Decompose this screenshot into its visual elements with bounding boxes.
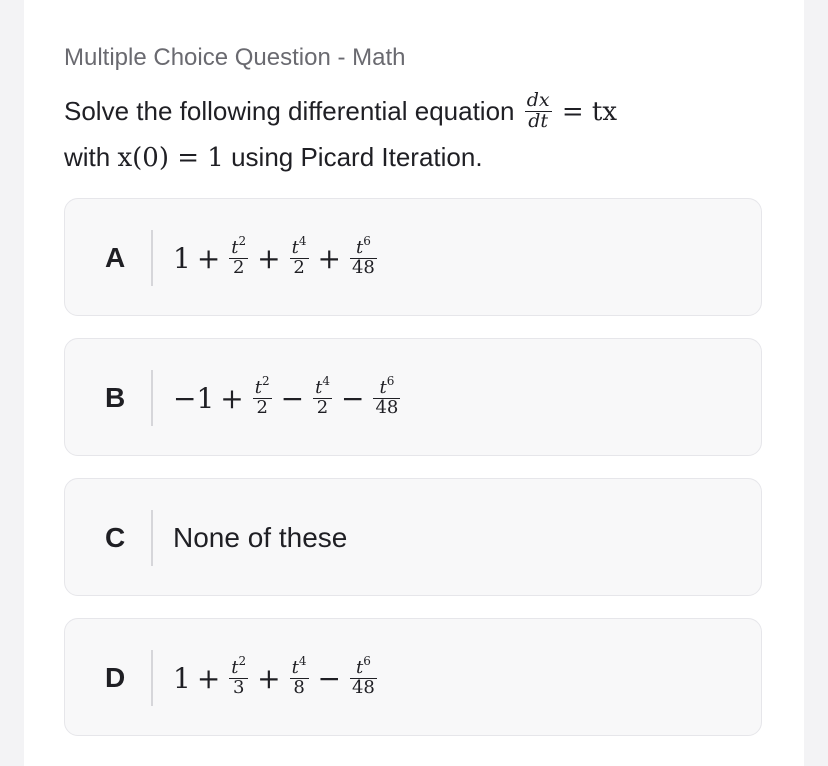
fraction-denominator: 2 — [293, 256, 305, 278]
fraction-denominator: 2 — [233, 256, 245, 278]
fraction-denominator: 2 — [256, 396, 268, 418]
variable-t: t — [356, 236, 364, 258]
exponent: 2 — [238, 653, 247, 668]
variable-t: t — [379, 376, 387, 398]
option-expression — [173, 199, 380, 317]
variable-t: t — [231, 656, 239, 678]
option-text: None of these — [173, 522, 348, 553]
exponent: 6 — [363, 233, 371, 248]
fraction-numerator — [290, 235, 309, 259]
variable-t: t — [291, 656, 299, 678]
exponent: 4 — [298, 233, 307, 248]
expression-operator: + — [196, 661, 221, 695]
fraction-numerator — [290, 655, 309, 679]
expression-operator: + — [257, 661, 281, 695]
expression-operator: + — [317, 241, 341, 275]
initial-condition: x(0) = 1 — [117, 143, 224, 173]
question-line-2 — [64, 134, 764, 180]
equation-rhs: = tx — [561, 97, 618, 127]
fraction-numerator — [253, 375, 272, 399]
exponent: 2 — [238, 233, 247, 248]
question-text — [64, 88, 764, 180]
expression-constant: −1 — [173, 381, 215, 415]
fraction-numerator — [229, 235, 248, 259]
variable-t: t — [254, 376, 262, 398]
option-d[interactable] — [64, 618, 762, 736]
expression-fraction — [290, 235, 309, 278]
question-line-1 — [64, 88, 764, 134]
fraction-denominator: 48 — [375, 396, 399, 418]
option-letter: C — [105, 522, 126, 553]
option-b[interactable] — [64, 338, 762, 456]
fraction-numerator — [229, 655, 248, 679]
exponent: 4 — [322, 373, 330, 388]
fraction-numerator — [313, 375, 332, 399]
variable-t: t — [315, 376, 323, 398]
exponent: 2 — [261, 373, 270, 388]
expression-operator: − — [317, 661, 341, 695]
option-expression — [173, 619, 380, 737]
question-suffix: using Picard Iteration. — [231, 142, 483, 172]
question-with: with — [64, 142, 111, 172]
expression-fraction — [253, 375, 272, 418]
option-letter: D — [105, 662, 126, 693]
exponent: 6 — [386, 373, 395, 388]
expression-operator: − — [280, 381, 305, 415]
option-expression — [173, 339, 403, 457]
option-divider — [151, 510, 153, 566]
fraction-denominator: 48 — [351, 676, 375, 698]
question-card — [24, 0, 804, 766]
expression-constant: 1 — [173, 661, 191, 695]
expression-fraction — [350, 235, 377, 278]
expression-operator: − — [340, 381, 365, 415]
fraction-numerator — [350, 235, 377, 259]
option-letter: A — [105, 242, 126, 273]
fraction-numerator — [373, 375, 400, 399]
option-divider — [151, 230, 153, 286]
variable-t: t — [356, 656, 364, 678]
option-a[interactable] — [64, 198, 762, 316]
expression-fraction — [229, 235, 248, 278]
expression-fraction — [373, 375, 400, 418]
fraction-denominator: 3 — [233, 676, 245, 698]
variable-t: t — [231, 236, 239, 258]
expression-fraction — [313, 375, 332, 418]
variable-t: t — [291, 236, 299, 258]
expression-operator: + — [196, 241, 221, 275]
question-category: Multiple Choice Question - Math — [64, 44, 406, 71]
fraction-denominator: 2 — [316, 396, 329, 418]
expression-operator: + — [257, 241, 281, 275]
derivative-numerator: dx — [526, 88, 550, 111]
fraction-numerator — [350, 655, 377, 679]
exponent: 6 — [363, 653, 371, 668]
question-prefix: Solve the following differential equation — [64, 96, 515, 126]
derivative-fraction — [525, 88, 552, 132]
expression-fraction — [229, 655, 248, 698]
option-c[interactable] — [64, 478, 762, 596]
expression-fraction — [290, 655, 309, 698]
option-letter: B — [105, 382, 126, 413]
exponent: 4 — [298, 653, 307, 668]
fraction-denominator: 8 — [293, 676, 305, 698]
expression-constant: 1 — [173, 241, 191, 275]
expression-operator: + — [220, 381, 244, 415]
option-divider — [151, 370, 153, 426]
expression-fraction — [350, 655, 377, 698]
fraction-denominator: 48 — [351, 256, 375, 278]
derivative-denominator: dt — [528, 109, 549, 132]
option-divider — [151, 650, 153, 706]
